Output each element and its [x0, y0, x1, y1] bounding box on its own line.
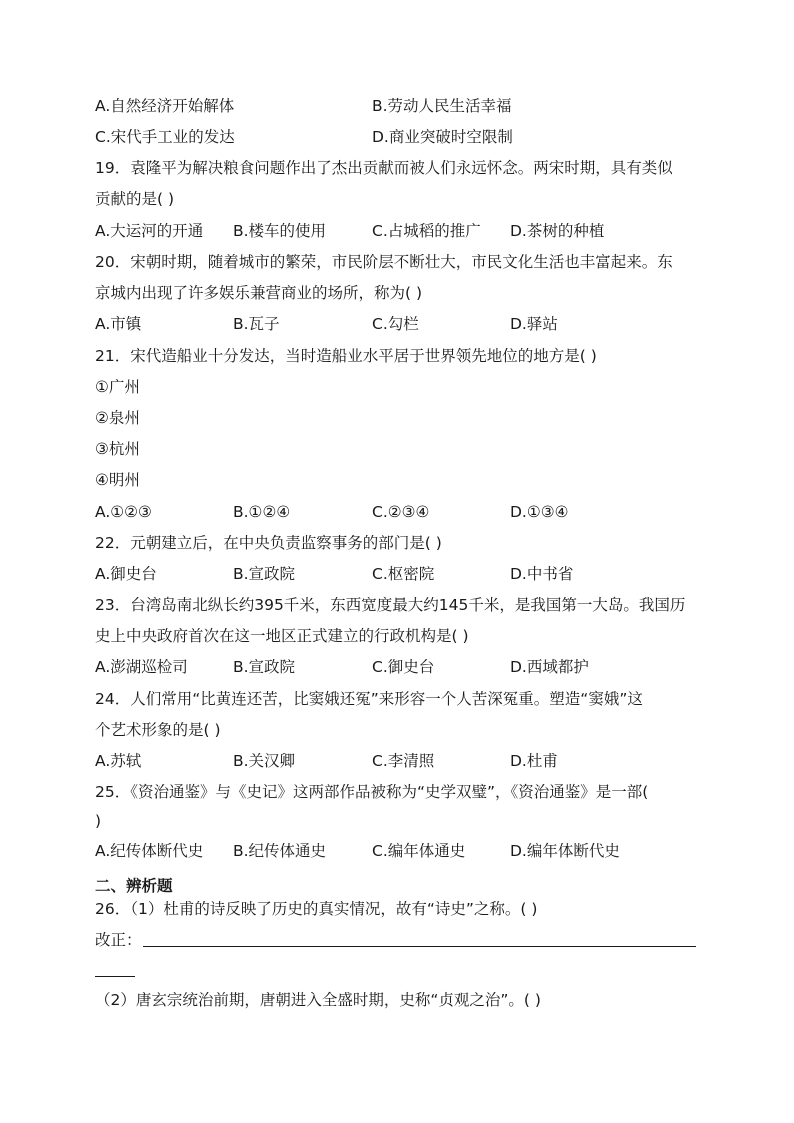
q20-option-c: C.勾栏 [372, 315, 419, 333]
q23-option-a: A.澎湖巡检司 [95, 658, 188, 676]
q24-option-b: B.关汉卿 [233, 752, 296, 770]
q18-option-a: A.自然经济开始解体 [95, 97, 235, 115]
q19-option-c: C.占城稻的推广 [372, 222, 481, 240]
q25-option-d: D.编年体断代史 [510, 842, 620, 860]
q19-option-d: D.茶树的种植 [510, 222, 605, 240]
q18-option-b: B.劳动人民生活幸福 [372, 97, 512, 115]
q19-stem-line-1: 19．袁隆平为解决粮食问题作出了杰出贡献而被人们永远怀念。两宋时期，具有类似 [95, 159, 673, 177]
q20-stem-line-2: 京城内出现了许多娱乐兼营商业的场所，称为( ) [95, 284, 423, 302]
q21-item-3: ③杭州 [95, 440, 140, 458]
section-heading: 二、辨析题 [95, 877, 173, 895]
q23-option-c: C.御史台 [372, 658, 435, 676]
q22-option-b: B.宣政院 [233, 565, 296, 583]
q26-part-1: 26．（1）杜甫的诗反映了历史的真实情况，故有“诗史”之称。( ) [95, 900, 538, 918]
q24-option-a: A.苏轼 [95, 752, 142, 770]
q20-option-b: B.瓦子 [233, 315, 280, 333]
q21-option-b: B.①②④ [233, 503, 291, 521]
q25-stem-line-2: ) [95, 812, 102, 830]
q24-option-d: D.杜甫 [510, 752, 558, 770]
q24-option-c: C.李清照 [372, 752, 435, 770]
q24-stem-line-2: 个艺术形象的是( ) [95, 721, 221, 739]
q22-option-c: C.枢密院 [372, 565, 435, 583]
q26-correction-blank[interactable] [143, 946, 696, 947]
q23-stem-line-1: 23．台湾岛南北纵长约395千米，东西宽度最大约145千米，是我国第一大岛。我国历 [95, 596, 686, 614]
q21-item-1: ①广州 [95, 378, 140, 396]
q26-correction-blank-continued[interactable] [95, 976, 135, 977]
q20-option-d: D.驿站 [510, 315, 558, 333]
q25-stem-line-1: 25．《资治通鉴》与《史记》这两部作品被称为“史学双璧”，《资治通鉴》是一部( [95, 783, 649, 801]
q18-option-c: C.宋代手工业的发达 [95, 128, 235, 146]
q19-option-b: B.楼车的使用 [233, 222, 327, 240]
q22-option-a: A.御史台 [95, 565, 157, 583]
q20-option-a: A.市镇 [95, 315, 142, 333]
q22-option-d: D.中书省 [510, 565, 574, 583]
q25-option-c: C.编年体通史 [372, 842, 466, 860]
q22-stem-line-1: 22．元朝建立后，在中央负责监察事务的部门是( ) [95, 534, 442, 552]
q21-stem-line-1: 21．宋代造船业十分发达，当时造船业水平居于世界领先地位的地方是( ) [95, 347, 597, 365]
q21-option-c: C.②③④ [372, 503, 430, 521]
q19-option-a: A.大运河的开通 [95, 222, 204, 240]
q25-option-a: A.纪传体断代史 [95, 842, 204, 860]
q18-option-d: D.商业突破时空限制 [372, 128, 513, 146]
q21-item-2: ②泉州 [95, 409, 140, 427]
q21-item-4: ④明州 [95, 471, 140, 489]
q21-option-a: A.①②③ [95, 503, 152, 521]
q23-stem-line-2: 史上中央政府首次在这一地区正式建立的行政机构是( ) [95, 627, 469, 645]
q23-option-b: B.宣政院 [233, 658, 296, 676]
q26-part-2: （2）唐玄宗统治前期，唐朝进入全盛时期，史称“贞观之治”。( ) [95, 991, 541, 1009]
q26-correction-label: 改正： [95, 931, 142, 949]
q21-option-d: D.①③④ [510, 503, 569, 521]
q20-stem-line-1: 20．宋朝时期，随着城市的繁荣，市民阶层不断壮大，市民文化生活也丰富起来。东 [95, 253, 673, 271]
q25-option-b: B.纪传体通史 [233, 842, 327, 860]
q24-stem-line-1: 24．人们常用“比黄连还苦，比窦娥还冤”来形容一个人苦深冤重。塑造“窦娥”这 [95, 690, 643, 708]
q23-option-d: D.西域都护 [510, 658, 589, 676]
q19-stem-line-2: 贡献的是( ) [95, 190, 175, 208]
